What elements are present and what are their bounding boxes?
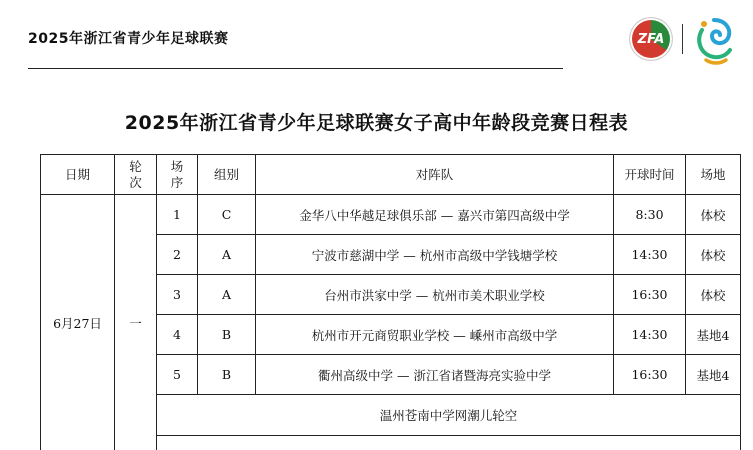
column-header-date: 日期 <box>41 155 115 195</box>
table-row <box>41 195 741 235</box>
date-cell: 6月27日 <box>41 195 115 450</box>
venue-cell: 体校 <box>686 275 741 315</box>
group-cell: A <box>198 235 256 275</box>
header-title: 2025年浙江省青少年足球联赛 <box>28 28 228 48</box>
schedule-table <box>40 154 741 450</box>
match-cell: 台州市洪家中学 — 杭州市美术职业学校 <box>256 275 614 315</box>
bye-cell: 温州苍南中学网潮儿轮空 <box>157 395 741 436</box>
time-cell: 16:30 <box>614 355 686 395</box>
match-cell: 衢州高级中学 — 浙江省诸暨海亮实验中学 <box>256 355 614 395</box>
group-cell: C <box>198 195 256 235</box>
zfa-badge-text: ZFA <box>638 32 665 47</box>
venue-cell: 基地4 <box>686 315 741 355</box>
venue-cell: 体校 <box>686 235 741 275</box>
column-header-group: 组别 <box>198 155 256 195</box>
venue-cell: 基地4 <box>686 355 741 395</box>
seq-cell: 5 <box>157 355 198 395</box>
match-cell: 杭州市开元商贸职业学校 — 嵊州市高级中学 <box>256 315 614 355</box>
group-cell: B <box>198 355 256 395</box>
time-cell: 8:30 <box>614 195 686 235</box>
seq-cell: 3 <box>157 275 198 315</box>
swirl-logo-icon <box>692 16 736 66</box>
round-cell: 一 <box>115 195 157 450</box>
logo-group <box>630 16 745 66</box>
time-cell: 14:30 <box>614 315 686 355</box>
column-header-round: 轮次 <box>115 155 157 195</box>
group-cell: A <box>198 275 256 315</box>
seq-cell: 2 <box>157 235 198 275</box>
match-cell: 金华八中华越足球俱乐部 — 嘉兴市第四高级中学 <box>256 195 614 235</box>
group-cell: B <box>198 315 256 355</box>
seq-cell: 1 <box>157 195 198 235</box>
column-header-seq: 场序 <box>157 155 198 195</box>
zfa-badge-icon <box>630 18 672 60</box>
header-divider <box>28 68 563 69</box>
column-header-venue: 场地 <box>686 155 741 195</box>
time-cell: 16:30 <box>614 275 686 315</box>
column-header-time: 开球时间 <box>614 155 686 195</box>
page-title: 2025年浙江省青少年足球联赛女子高中年龄段竞赛日程表 <box>0 108 753 135</box>
time-cell: 14:30 <box>614 235 686 275</box>
table-header-row <box>41 155 741 195</box>
seq-cell: 4 <box>157 315 198 355</box>
partial-cell <box>157 436 741 450</box>
column-header-match: 对阵队 <box>256 155 614 195</box>
logo-divider <box>682 24 683 54</box>
match-cell: 宁波市慈湖中学 — 杭州市高级中学钱塘学校 <box>256 235 614 275</box>
venue-cell: 体校 <box>686 195 741 235</box>
